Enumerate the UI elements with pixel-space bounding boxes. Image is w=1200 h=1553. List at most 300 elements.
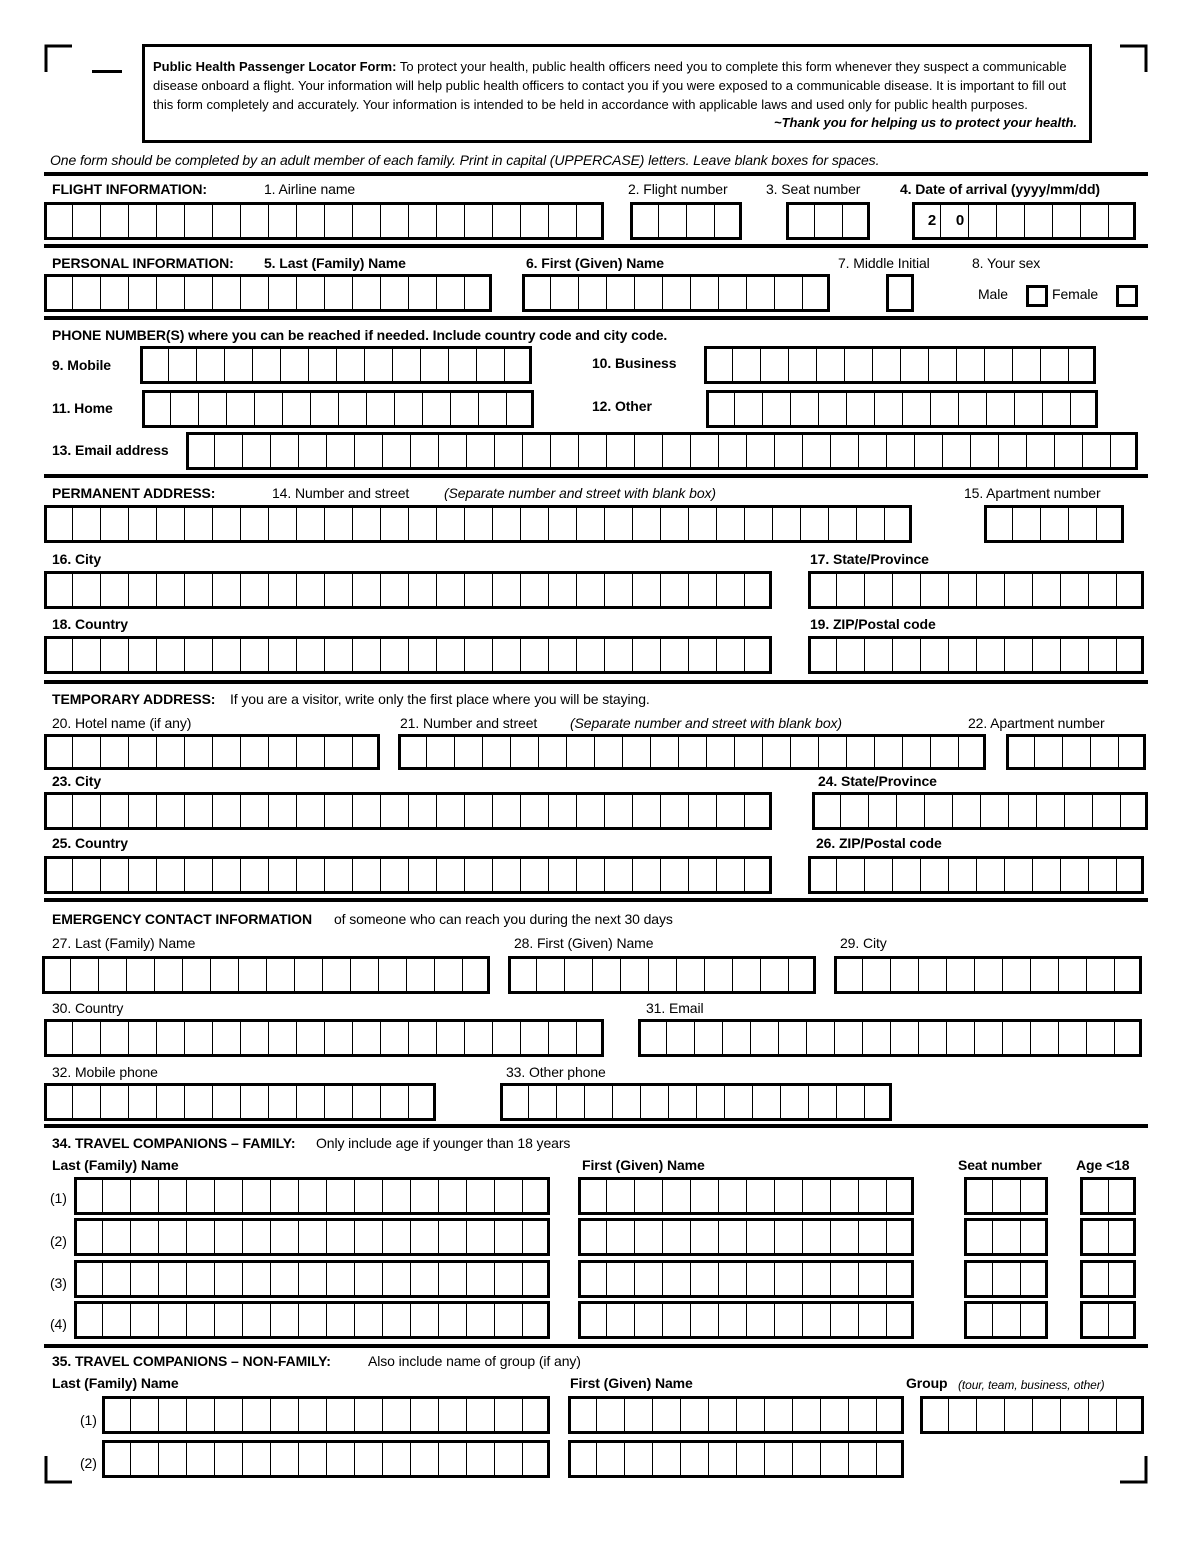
char-box[interactable] bbox=[298, 1301, 326, 1339]
char-box[interactable] bbox=[210, 956, 238, 994]
char-box[interactable] bbox=[620, 956, 648, 994]
char-box[interactable] bbox=[436, 856, 464, 894]
char-box[interactable] bbox=[382, 1396, 410, 1434]
char-box[interactable] bbox=[892, 856, 920, 894]
char-box[interactable] bbox=[72, 505, 100, 543]
char-box[interactable] bbox=[492, 636, 520, 674]
char-box[interactable] bbox=[268, 856, 296, 894]
char-box[interactable] bbox=[648, 956, 676, 994]
char-box[interactable] bbox=[690, 432, 718, 470]
char-box[interactable] bbox=[774, 1177, 802, 1215]
char-box[interactable] bbox=[802, 1260, 830, 1298]
char-box[interactable] bbox=[576, 1019, 604, 1057]
char-box[interactable] bbox=[696, 1083, 724, 1121]
char-box[interactable] bbox=[156, 1019, 184, 1057]
char-box[interactable] bbox=[128, 571, 156, 609]
char-box[interactable] bbox=[1042, 390, 1070, 428]
char-box[interactable] bbox=[350, 956, 378, 994]
last-name-boxes[interactable] bbox=[44, 274, 492, 312]
char-box[interactable] bbox=[212, 571, 240, 609]
char-box[interactable] bbox=[734, 390, 762, 428]
char-box[interactable] bbox=[632, 856, 660, 894]
char-box[interactable] bbox=[298, 1260, 326, 1298]
char-box[interactable] bbox=[1024, 202, 1052, 240]
char-box[interactable] bbox=[992, 1218, 1020, 1256]
char-box[interactable] bbox=[884, 505, 912, 543]
char-box[interactable] bbox=[354, 1177, 382, 1215]
char-box[interactable] bbox=[690, 1260, 718, 1298]
mobile-phone-boxes[interactable] bbox=[140, 346, 532, 384]
char-box[interactable] bbox=[436, 571, 464, 609]
char-box[interactable] bbox=[380, 571, 408, 609]
char-box[interactable] bbox=[382, 1260, 410, 1298]
char-box[interactable] bbox=[1088, 636, 1116, 674]
char-box[interactable] bbox=[1070, 390, 1098, 428]
char-box[interactable] bbox=[352, 734, 380, 770]
char-box[interactable] bbox=[186, 1440, 214, 1478]
char-box[interactable] bbox=[506, 390, 534, 428]
char-box[interactable] bbox=[1026, 432, 1054, 470]
char-box[interactable] bbox=[74, 1301, 102, 1339]
char-box[interactable] bbox=[1062, 734, 1090, 770]
char-box[interactable] bbox=[240, 571, 268, 609]
char-box[interactable] bbox=[774, 1301, 802, 1339]
char-box[interactable] bbox=[326, 1440, 354, 1478]
char-box[interactable] bbox=[492, 1019, 520, 1057]
char-box[interactable] bbox=[1110, 432, 1138, 470]
char-box[interactable] bbox=[942, 432, 970, 470]
char-box[interactable] bbox=[422, 390, 450, 428]
char-box[interactable] bbox=[494, 1177, 522, 1215]
char-box[interactable] bbox=[548, 1019, 576, 1057]
char-box[interactable] bbox=[662, 1301, 690, 1339]
char-box[interactable] bbox=[466, 1440, 494, 1478]
female-checkbox[interactable] bbox=[1116, 285, 1138, 307]
char-box[interactable] bbox=[774, 1260, 802, 1298]
permanent-city-boxes[interactable] bbox=[44, 571, 772, 609]
char-box[interactable] bbox=[270, 1396, 298, 1434]
char-box[interactable] bbox=[268, 1083, 296, 1121]
char-box[interactable] bbox=[156, 274, 184, 312]
char-box[interactable] bbox=[676, 956, 704, 994]
char-box[interactable] bbox=[690, 1301, 718, 1339]
char-box[interactable] bbox=[980, 792, 1008, 830]
char-box[interactable] bbox=[522, 1177, 550, 1215]
char-box[interactable] bbox=[352, 1083, 380, 1121]
emergency-mobile-boxes[interactable] bbox=[44, 1083, 436, 1121]
char-box[interactable] bbox=[890, 1019, 918, 1057]
char-box[interactable] bbox=[1052, 202, 1080, 240]
char-box[interactable] bbox=[158, 1396, 186, 1434]
home-phone-boxes[interactable] bbox=[142, 390, 534, 428]
char-box[interactable] bbox=[296, 202, 324, 240]
char-box[interactable] bbox=[240, 505, 268, 543]
char-box[interactable] bbox=[520, 505, 548, 543]
char-box[interactable] bbox=[858, 1218, 886, 1256]
char-box[interactable] bbox=[736, 1396, 764, 1434]
emergency-city-boxes[interactable] bbox=[834, 956, 1142, 994]
char-box[interactable] bbox=[100, 734, 128, 770]
char-box[interactable] bbox=[408, 1019, 436, 1057]
char-box[interactable] bbox=[326, 1218, 354, 1256]
char-box[interactable] bbox=[296, 734, 324, 770]
first-name-boxes[interactable] bbox=[522, 274, 830, 312]
char-box[interactable] bbox=[352, 571, 380, 609]
char-box[interactable] bbox=[100, 202, 128, 240]
char-box[interactable] bbox=[156, 1083, 184, 1121]
char-box[interactable] bbox=[270, 1218, 298, 1256]
char-box[interactable] bbox=[688, 571, 716, 609]
char-box[interactable] bbox=[834, 956, 862, 994]
char-box[interactable] bbox=[100, 1019, 128, 1057]
char-box[interactable] bbox=[128, 1019, 156, 1057]
char-box[interactable] bbox=[392, 346, 420, 384]
char-box[interactable] bbox=[952, 792, 980, 830]
temporary-city-boxes[interactable] bbox=[44, 792, 772, 830]
char-box[interactable] bbox=[744, 856, 772, 894]
middle-initial-box[interactable] bbox=[886, 274, 914, 312]
char-box[interactable] bbox=[322, 956, 350, 994]
char-box[interactable] bbox=[678, 734, 706, 770]
char-box[interactable] bbox=[716, 505, 744, 543]
char-box[interactable] bbox=[668, 1083, 696, 1121]
char-box[interactable] bbox=[520, 202, 548, 240]
char-box[interactable] bbox=[1108, 1260, 1136, 1298]
char-box[interactable] bbox=[156, 505, 184, 543]
char-box[interactable] bbox=[1082, 432, 1110, 470]
char-box[interactable] bbox=[568, 1396, 596, 1434]
char-box[interactable] bbox=[352, 856, 380, 894]
char-box[interactable] bbox=[864, 636, 892, 674]
char-box[interactable] bbox=[1004, 636, 1032, 674]
char-box[interactable] bbox=[836, 571, 864, 609]
char-box[interactable] bbox=[354, 432, 382, 470]
char-box[interactable] bbox=[100, 1083, 128, 1121]
char-box[interactable] bbox=[72, 274, 100, 312]
emergency-other-phone-boxes[interactable] bbox=[500, 1083, 892, 1121]
family-age-boxes[interactable] bbox=[1080, 1177, 1136, 1215]
char-box[interactable] bbox=[688, 636, 716, 674]
char-box[interactable] bbox=[492, 792, 520, 830]
char-box[interactable] bbox=[690, 274, 718, 312]
char-box[interactable] bbox=[778, 1019, 806, 1057]
char-box[interactable] bbox=[158, 1440, 186, 1478]
char-box[interactable] bbox=[354, 1440, 382, 1478]
char-box[interactable] bbox=[660, 856, 688, 894]
char-box[interactable] bbox=[992, 1301, 1020, 1339]
char-box[interactable] bbox=[380, 1019, 408, 1057]
char-box[interactable] bbox=[184, 571, 212, 609]
char-box[interactable] bbox=[214, 1218, 242, 1256]
char-box[interactable] bbox=[352, 505, 380, 543]
char-box[interactable] bbox=[438, 432, 466, 470]
char-box[interactable] bbox=[522, 1440, 550, 1478]
char-box[interactable] bbox=[886, 1301, 914, 1339]
char-box[interactable] bbox=[296, 636, 324, 674]
char-box[interactable] bbox=[214, 432, 242, 470]
char-box[interactable] bbox=[436, 636, 464, 674]
char-box[interactable] bbox=[252, 346, 280, 384]
char-box[interactable] bbox=[454, 734, 482, 770]
char-box[interactable] bbox=[466, 1260, 494, 1298]
char-box[interactable] bbox=[666, 1019, 694, 1057]
char-box[interactable] bbox=[464, 202, 492, 240]
char-box[interactable] bbox=[802, 274, 830, 312]
char-box[interactable] bbox=[874, 390, 902, 428]
char-box[interactable] bbox=[130, 1218, 158, 1256]
char-box[interactable] bbox=[74, 1260, 102, 1298]
char-box[interactable] bbox=[718, 432, 746, 470]
char-box[interactable] bbox=[744, 636, 772, 674]
char-box[interactable] bbox=[500, 1083, 528, 1121]
char-box[interactable] bbox=[270, 1440, 298, 1478]
char-box[interactable] bbox=[140, 346, 168, 384]
char-box[interactable] bbox=[604, 856, 632, 894]
char-box[interactable] bbox=[72, 636, 100, 674]
char-box[interactable] bbox=[282, 390, 310, 428]
char-box[interactable] bbox=[918, 1019, 946, 1057]
char-box[interactable] bbox=[296, 274, 324, 312]
char-box[interactable] bbox=[606, 432, 634, 470]
char-box[interactable] bbox=[976, 1396, 1004, 1434]
char-box[interactable] bbox=[736, 1440, 764, 1478]
char-box[interactable] bbox=[550, 274, 578, 312]
char-box[interactable] bbox=[352, 274, 380, 312]
char-box[interactable] bbox=[1054, 432, 1082, 470]
char-box[interactable] bbox=[158, 1301, 186, 1339]
char-box[interactable] bbox=[100, 792, 128, 830]
char-box[interactable] bbox=[1014, 390, 1042, 428]
char-box[interactable] bbox=[946, 1019, 974, 1057]
char-box[interactable] bbox=[268, 792, 296, 830]
char-box[interactable] bbox=[744, 505, 772, 543]
char-box[interactable] bbox=[806, 1019, 834, 1057]
char-box[interactable] bbox=[1064, 792, 1092, 830]
char-box[interactable] bbox=[44, 202, 72, 240]
char-box[interactable] bbox=[494, 432, 522, 470]
char-box[interactable] bbox=[408, 792, 436, 830]
char-box[interactable] bbox=[578, 1218, 606, 1256]
char-box[interactable] bbox=[594, 734, 622, 770]
char-box[interactable] bbox=[326, 1396, 354, 1434]
char-box[interactable] bbox=[830, 1301, 858, 1339]
char-box[interactable] bbox=[380, 856, 408, 894]
char-box[interactable] bbox=[102, 1260, 130, 1298]
char-box[interactable] bbox=[868, 792, 896, 830]
char-box[interactable] bbox=[380, 274, 408, 312]
char-box[interactable] bbox=[1012, 505, 1040, 543]
char-box[interactable] bbox=[410, 1260, 438, 1298]
char-box[interactable] bbox=[836, 636, 864, 674]
char-box[interactable] bbox=[604, 636, 632, 674]
char-box[interactable] bbox=[830, 1177, 858, 1215]
char-box[interactable] bbox=[634, 1177, 662, 1215]
char-box[interactable] bbox=[464, 274, 492, 312]
char-box[interactable] bbox=[918, 956, 946, 994]
char-box[interactable] bbox=[886, 274, 914, 312]
char-box[interactable] bbox=[788, 346, 816, 384]
char-box[interactable] bbox=[354, 1260, 382, 1298]
char-box[interactable] bbox=[70, 956, 98, 994]
char-box[interactable] bbox=[632, 571, 660, 609]
char-box[interactable] bbox=[212, 202, 240, 240]
char-box[interactable] bbox=[974, 956, 1002, 994]
family-first-name-boxes[interactable] bbox=[578, 1301, 914, 1339]
char-box[interactable] bbox=[634, 432, 662, 470]
char-box[interactable] bbox=[632, 505, 660, 543]
char-box[interactable] bbox=[434, 956, 462, 994]
male-checkbox[interactable] bbox=[1026, 285, 1048, 307]
char-box[interactable] bbox=[410, 1301, 438, 1339]
char-box[interactable] bbox=[494, 1301, 522, 1339]
char-box[interactable] bbox=[464, 505, 492, 543]
char-box[interactable] bbox=[812, 792, 840, 830]
char-box[interactable] bbox=[382, 1440, 410, 1478]
char-box[interactable] bbox=[1032, 636, 1060, 674]
char-box[interactable] bbox=[632, 792, 660, 830]
char-box[interactable] bbox=[408, 505, 436, 543]
char-box[interactable] bbox=[1080, 1260, 1108, 1298]
char-box[interactable] bbox=[1004, 571, 1032, 609]
permanent-apartment-boxes[interactable] bbox=[984, 505, 1124, 543]
char-box[interactable] bbox=[1108, 202, 1136, 240]
char-box[interactable] bbox=[270, 1301, 298, 1339]
char-box[interactable] bbox=[408, 636, 436, 674]
char-box[interactable] bbox=[280, 346, 308, 384]
char-box[interactable] bbox=[410, 432, 438, 470]
char-box[interactable] bbox=[704, 956, 732, 994]
char-box[interactable] bbox=[128, 792, 156, 830]
char-box[interactable] bbox=[930, 734, 958, 770]
family-first-name-boxes[interactable] bbox=[578, 1218, 914, 1256]
char-box[interactable] bbox=[184, 202, 212, 240]
char-box[interactable] bbox=[660, 792, 688, 830]
char-box[interactable] bbox=[814, 202, 842, 240]
char-box[interactable] bbox=[892, 571, 920, 609]
char-box[interactable] bbox=[1086, 956, 1114, 994]
char-box[interactable] bbox=[270, 1260, 298, 1298]
char-box[interactable] bbox=[156, 202, 184, 240]
char-box[interactable] bbox=[716, 856, 744, 894]
char-box[interactable] bbox=[724, 1083, 752, 1121]
char-box[interactable] bbox=[996, 202, 1024, 240]
char-box[interactable] bbox=[408, 274, 436, 312]
char-box[interactable] bbox=[688, 505, 716, 543]
char-box[interactable] bbox=[326, 1260, 354, 1298]
char-box[interactable] bbox=[606, 1218, 634, 1256]
char-box[interactable] bbox=[774, 274, 802, 312]
char-box[interactable] bbox=[240, 1019, 268, 1057]
char-box[interactable] bbox=[964, 1301, 992, 1339]
char-box[interactable] bbox=[410, 1177, 438, 1215]
char-box[interactable] bbox=[1060, 636, 1088, 674]
char-box[interactable] bbox=[408, 1083, 436, 1121]
char-box[interactable] bbox=[578, 274, 606, 312]
char-box[interactable] bbox=[522, 1260, 550, 1298]
char-box[interactable] bbox=[1080, 1218, 1108, 1256]
char-box[interactable] bbox=[902, 390, 930, 428]
char-box[interactable] bbox=[74, 1177, 102, 1215]
char-box[interactable] bbox=[520, 856, 548, 894]
char-box[interactable] bbox=[72, 1019, 100, 1057]
char-box[interactable] bbox=[128, 734, 156, 770]
char-box[interactable] bbox=[298, 1396, 326, 1434]
char-box[interactable] bbox=[492, 202, 520, 240]
char-box[interactable] bbox=[948, 636, 976, 674]
char-box[interactable] bbox=[268, 274, 296, 312]
char-box[interactable] bbox=[184, 856, 212, 894]
char-box[interactable] bbox=[1080, 202, 1108, 240]
char-box[interactable] bbox=[268, 571, 296, 609]
char-box[interactable] bbox=[366, 390, 394, 428]
char-box[interactable] bbox=[186, 1177, 214, 1215]
char-box[interactable] bbox=[634, 1260, 662, 1298]
char-box[interactable] bbox=[528, 1083, 556, 1121]
char-box[interactable] bbox=[788, 956, 816, 994]
char-box[interactable] bbox=[240, 202, 268, 240]
char-box[interactable] bbox=[352, 1019, 380, 1057]
char-box[interactable] bbox=[242, 1218, 270, 1256]
char-box[interactable] bbox=[520, 1019, 548, 1057]
char-box[interactable] bbox=[652, 1440, 680, 1478]
char-box[interactable] bbox=[746, 274, 774, 312]
char-box[interactable] bbox=[808, 856, 836, 894]
family-last-name-boxes[interactable] bbox=[74, 1301, 550, 1339]
char-box[interactable] bbox=[848, 1396, 876, 1434]
char-box[interactable] bbox=[576, 792, 604, 830]
nonfamily-first-name-boxes[interactable] bbox=[568, 1440, 904, 1478]
char-box[interactable] bbox=[154, 956, 182, 994]
char-box[interactable] bbox=[892, 636, 920, 674]
char-box[interactable] bbox=[296, 856, 324, 894]
char-box[interactable] bbox=[212, 274, 240, 312]
char-box[interactable] bbox=[382, 1177, 410, 1215]
char-box[interactable] bbox=[326, 432, 354, 470]
char-box[interactable] bbox=[158, 1177, 186, 1215]
char-box[interactable] bbox=[564, 956, 592, 994]
char-box[interactable] bbox=[652, 1396, 680, 1434]
family-first-name-boxes[interactable] bbox=[578, 1177, 914, 1215]
char-box[interactable] bbox=[296, 1083, 324, 1121]
char-box[interactable] bbox=[158, 1260, 186, 1298]
char-box[interactable] bbox=[688, 792, 716, 830]
char-box[interactable] bbox=[242, 1396, 270, 1434]
char-box[interactable] bbox=[212, 636, 240, 674]
char-box[interactable] bbox=[482, 734, 510, 770]
char-box[interactable] bbox=[858, 1177, 886, 1215]
char-box[interactable] bbox=[380, 1083, 408, 1121]
char-box[interactable] bbox=[212, 792, 240, 830]
char-box[interactable] bbox=[1020, 1177, 1048, 1215]
char-box[interactable] bbox=[886, 432, 914, 470]
char-box[interactable] bbox=[326, 1301, 354, 1339]
char-box[interactable] bbox=[1068, 505, 1096, 543]
char-box[interactable] bbox=[706, 734, 734, 770]
char-box[interactable] bbox=[704, 346, 732, 384]
char-box[interactable] bbox=[476, 346, 504, 384]
char-box[interactable] bbox=[184, 1019, 212, 1057]
email-boxes[interactable] bbox=[186, 432, 1138, 470]
char-box[interactable] bbox=[662, 274, 690, 312]
char-box[interactable] bbox=[1118, 734, 1146, 770]
char-box[interactable] bbox=[914, 432, 942, 470]
char-box[interactable] bbox=[862, 956, 890, 994]
char-box[interactable] bbox=[746, 432, 774, 470]
char-box[interactable] bbox=[420, 346, 448, 384]
hotel-name-boxes[interactable] bbox=[44, 734, 380, 770]
char-box[interactable] bbox=[522, 1396, 550, 1434]
char-box[interactable] bbox=[72, 792, 100, 830]
